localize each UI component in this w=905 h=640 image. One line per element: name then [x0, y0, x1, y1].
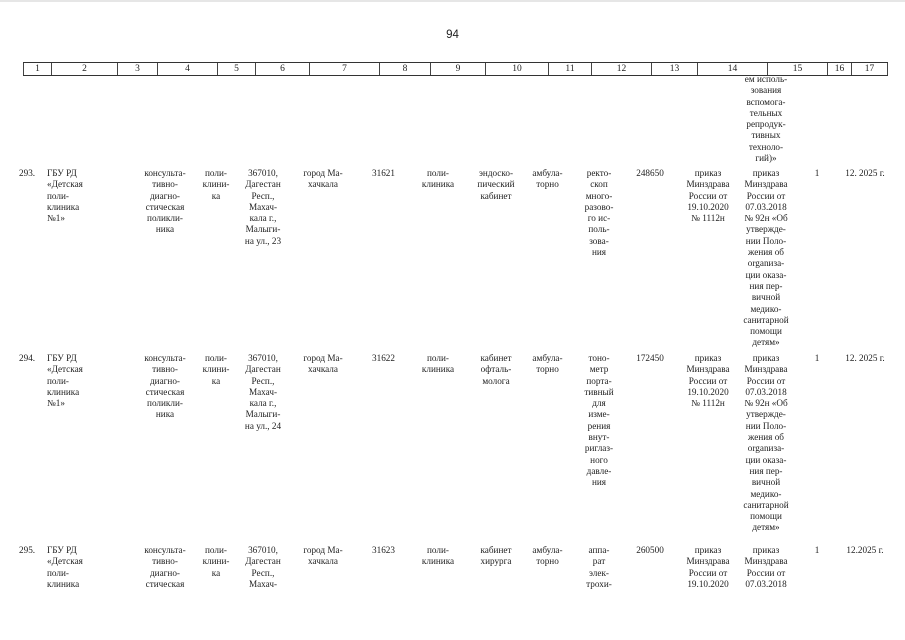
- col-header-2: 2: [51, 63, 117, 75]
- col-header-15: 15: [767, 63, 827, 75]
- facility-kind: поли- клини- ка: [202, 168, 230, 201]
- col-header-4: 4: [157, 63, 217, 75]
- device-name: аппа- рат элек- трохи-: [586, 545, 612, 589]
- page-number: 94: [446, 29, 459, 41]
- order-reference-2: приказ Минздрава России от 07.03.2018 № 92н «Об утвержде- нии Поло- жения об organиза- ции оказа- ния пер- вичной медико- санитарной помощи детям»: [743, 168, 789, 348]
- col-header-7: 7: [309, 63, 379, 75]
- row-number: 293.: [19, 168, 36, 178]
- quantity: 1: [814, 353, 820, 363]
- code: 31623: [372, 545, 395, 555]
- scan-edge: [0, 0, 905, 2]
- city: город Ма- хачкала: [303, 168, 343, 190]
- address: 367010, Дагестан Респ., Махач- кала г., Малыги- на ул., 23: [244, 168, 282, 246]
- cabinet: кабинет офталь- молога: [480, 353, 512, 386]
- address: 367010, Дагестан Респ., Махач-: [245, 545, 281, 589]
- device-name: тоно- метр порта- тивный для изме- рения внут- риглаз- ного давле- ния: [584, 353, 614, 488]
- facility-kind: поли- клини- ка: [202, 353, 230, 386]
- care-mode: амбула- торно: [532, 545, 563, 567]
- organization-name: ГБУ РД «Детская поли- клиника: [47, 545, 83, 589]
- due-date: 12. 2025 г.: [845, 353, 885, 363]
- order-reference-2: приказ Минздрава России от 07.03.2018 № 92н «Об утвержде- нии Поло- жения об organиза- ции оказа- ния пер- вичной медико- санитарной помощи детям»: [743, 353, 789, 533]
- price: 260500: [636, 545, 664, 555]
- col-header-8: 8: [379, 63, 430, 75]
- col-header-1: 1: [23, 63, 51, 75]
- continued-legal-text: ем исполь- зования вспомога- тельных репродук- тивных техноло- гий)»: [744, 74, 788, 164]
- order-reference: приказ Минздрава России от 19.10.2020 № 1112н: [686, 353, 730, 409]
- row-number: 294.: [19, 353, 36, 363]
- price: 172450: [636, 353, 664, 363]
- unit: поли- клиника: [421, 168, 455, 190]
- col-header-5: 5: [217, 63, 255, 75]
- col-header-13: 13: [651, 63, 697, 75]
- row-number: 295.: [19, 545, 36, 555]
- col-header-16: 16: [827, 63, 851, 75]
- facility-kind: поли- клини- ка: [202, 545, 230, 578]
- cabinet: кабинет хирурга: [480, 545, 512, 567]
- device-name: ректо- скоп много- разово- го ис- поль- зова- ния: [584, 168, 614, 258]
- organization-type: консульта- тивно- диагно- стическая поликли- ника: [144, 353, 186, 420]
- quantity: 1: [814, 545, 820, 555]
- city: город Ма- хачкала: [303, 545, 343, 567]
- col-header-14: 14: [697, 63, 767, 75]
- due-date: 12.2025 г.: [846, 545, 884, 555]
- cabinet: эндоско- пический кабинет: [477, 168, 515, 201]
- organization-name: ГБУ РД «Детская поли- клиника №1»: [47, 168, 83, 224]
- quantity: 1: [814, 168, 820, 178]
- unit: поли- клиника: [421, 545, 455, 567]
- col-header-9: 9: [430, 63, 485, 75]
- col-header-17: 17: [851, 63, 888, 75]
- col-header-12: 12: [591, 63, 651, 75]
- col-header-6: 6: [255, 63, 309, 75]
- order-reference: приказ Минздрава России от 19.10.2020 № 1112н: [686, 168, 730, 224]
- order-reference-2: приказ Минздрава России от 07.03.2018: [744, 545, 788, 589]
- address: 367010, Дагестан Респ., Махач- кала г., Малыги- на ул., 24: [244, 353, 282, 431]
- care-mode: амбула- торно: [532, 168, 563, 190]
- order-reference: приказ Минздрава России от 19.10.2020: [686, 545, 730, 589]
- code: 31621: [372, 168, 395, 178]
- unit: поли- клиника: [421, 353, 455, 375]
- code: 31622: [372, 353, 395, 363]
- organization-type: консульта- тивно- диагно- стическая: [144, 545, 186, 589]
- care-mode: амбула- торно: [532, 353, 563, 375]
- due-date: 12. 2025 г.: [845, 168, 885, 178]
- col-header-3: 3: [117, 63, 157, 75]
- city: город Ма- хачкала: [303, 353, 343, 375]
- col-header-10: 10: [485, 63, 548, 75]
- organization-name: ГБУ РД «Детская поли- клиника №1»: [47, 353, 83, 409]
- price: 248650: [636, 168, 664, 178]
- organization-type: консульта- тивно- диагно- стическая поликли- ника: [144, 168, 186, 235]
- col-header-11: 11: [548, 63, 591, 75]
